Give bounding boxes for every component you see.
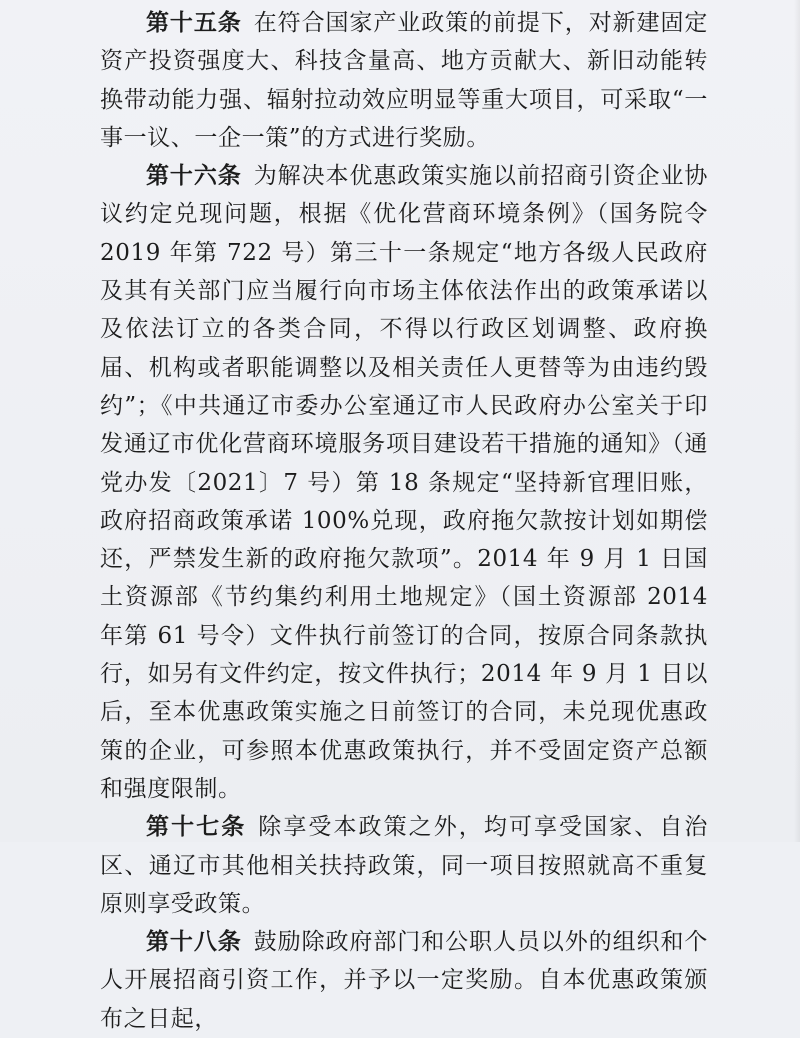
article-15-text: 在符合国家产业政策的前提下，对新建固定资产投资强度大、科技含量高、地方贡献大、新旧动能转换带动能力强、辐射拉动效应明显等重大项目，可采取“一事一议、一企一策”的方式进行奖励。	[100, 10, 708, 151]
article-18-number: 第十八条	[146, 928, 242, 956]
article-18-text: 鼓励除政府部门和公职人员以外的组织和个人开展招商引资工作，并予以一定奖励。自本优惠政策颁布之日起，	[100, 929, 708, 1032]
article-15-paragraph	[100, 4, 708, 157]
article-17-paragraph	[100, 808, 708, 923]
article-17-number: 第十七条	[146, 813, 247, 841]
article-16-paragraph	[100, 157, 708, 808]
scan-edge-shadow	[794, 0, 800, 842]
article-15-number: 第十五条	[146, 9, 242, 36]
article-17-text: 除享受本政策之外，均可享受国家、自治区、通辽市其他相关扶持政策，同一项目按照就高不重复原则享受政策。	[100, 814, 708, 917]
article-16-number: 第十六条	[146, 162, 242, 190]
article-18-paragraph	[100, 923, 708, 1038]
article-16-text: 为解决本优惠政策实施以前招商引资企业协议约定兑现问题，根据《优化营商环境条例》（国务院令 2019 年第 722 号）第三十一条规定“地方各级人民政府及其有关部门应当履行向市场主体依法作出的政策承诺以及依法订立的各类合同，不得以行政区划调整、政府换届、机构或者职能调整以及相关责任人更替等为由违约毁约”；《中共通辽市委办公室通辽市人民政府办公室关于印发通辽市优化营商环境服务项目建设若干措施的通知》（通党办发〔2021〕7 号）第 18 条规定“坚持新官理旧账，政府招商政策承诺 100%兑现，政府拖欠款按计划如期偿还，严禁发生新的政府拖欠款项”。2014 年 9 月 1 日国土资源部《节约集约利用土地规定》（国土资源部 2014 年第 61 号令）文件执行前签订的合同，按原合同条款执行，如另有文件约定，按文件执行；2014 年 9 月 1 日以后，至本优惠政策实施之日前签订的合同，未兑现优惠政策的企业，可参照本优惠政策执行，并不受固定资产总额和强度限制。	[100, 163, 708, 802]
